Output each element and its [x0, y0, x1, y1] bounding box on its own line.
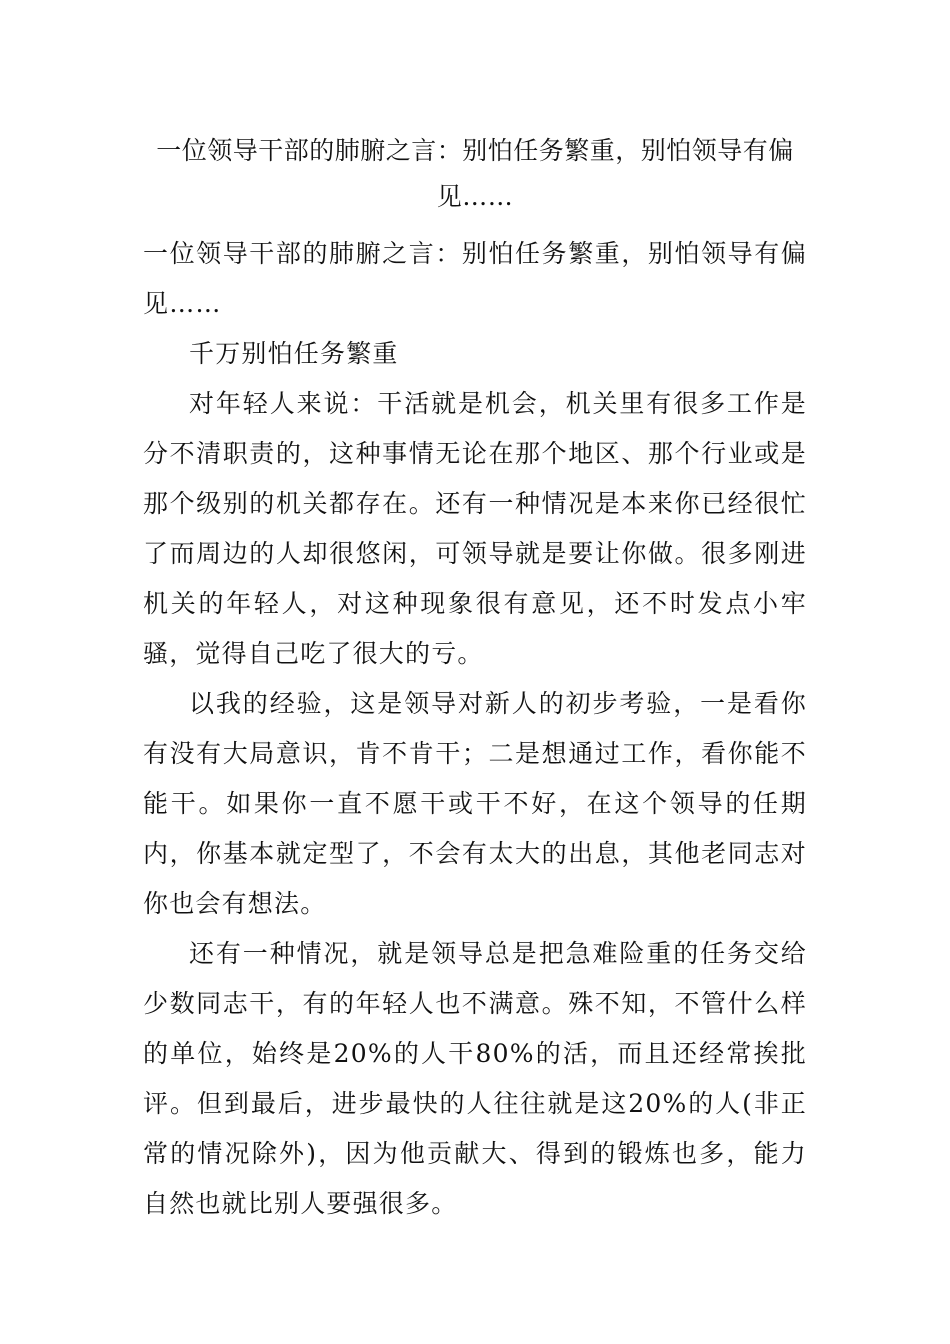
body-paragraph-2: 以我的经验，这是领导对新人的初步考验，一是看你有没有大局意识，肯不肯干；二是想通过工作，看你能不能干。如果你一直不愿干或干不好，在这个领导的任期内，你基本就定型了，不会有太大的出息，其他老同志对你也会有想法。 [143, 689, 807, 918]
document-body [143, 229, 807, 1229]
document-title: 一位领导干部的肺腑之言：别怕任务繁重，别怕领导有偏见…… [156, 136, 794, 211]
body-paragraph-3: 还有一种情况，就是领导总是把急难险重的任务交给少数同志干，有的年轻人也不满意。殊不知，不管什么样的单位，始终是20%的人干80%的活，而且还经常挨批评。但到最后，进步最快的人往往就是这20%的人(非正常的情况除外)，因为他贡献大、得到的锻炼也多，能力自然也就比别人要强很多。 [143, 939, 807, 1218]
repeated-title-paragraph: 一位领导干部的肺腑之言：别怕任务繁重，别怕领导有偏见…… [143, 239, 807, 318]
section-heading: 千万别怕任务繁重 [189, 339, 399, 368]
body-paragraph-1: 对年轻人来说：干活就是机会，机关里有很多工作是分不清职责的，这种事情无论在那个地区、那个行业或是那个级别的机关都存在。还有一种情况是本来你已经很忙了而周边的人却很悠闲，可领导就是要让你做。很多刚进机关的年轻人，对这种现象很有意见，还不时发点小牢骚，觉得自己吃了很大的亏。 [143, 389, 807, 668]
